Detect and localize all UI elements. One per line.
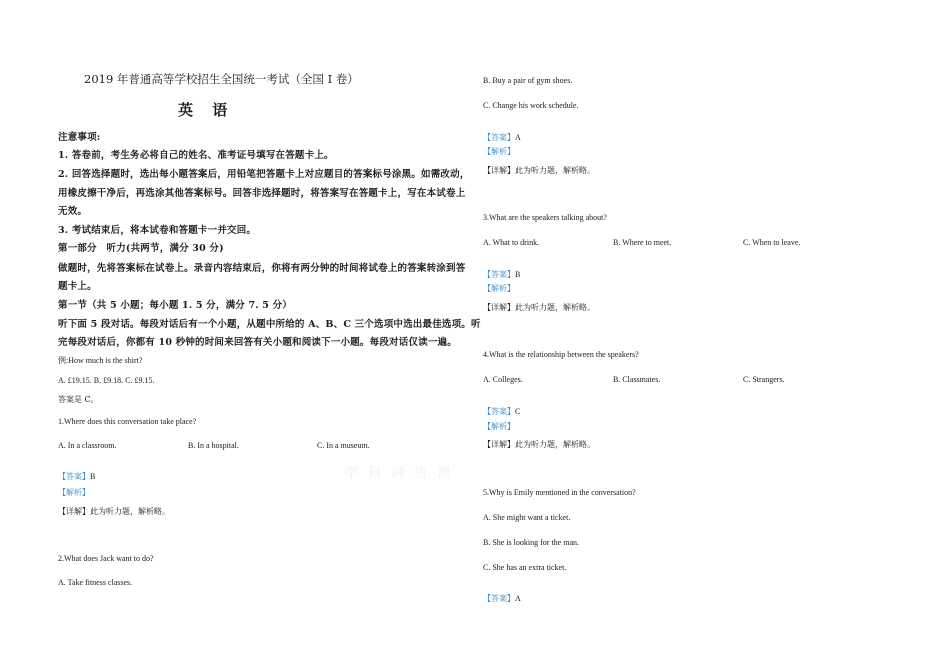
answer-line (483, 588, 521, 604)
example-question: 例:How much is the shirt? (58, 356, 143, 365)
answer-line (483, 127, 521, 143)
answer-line (483, 264, 520, 280)
answer-value: B (90, 472, 96, 481)
notes-line: 2. 回答选择题时，选出每小题答案后，用铅笔把答题卡上对应题目的答案标号涂黑。如需改动， (58, 169, 470, 180)
notes-line: 1. 答卷前，考生务必将自己的姓名、准考证号填写在答题卡上。 (58, 150, 334, 161)
section-line: 听下面 5 段对话。每段对话后有一个小题，从题中所给的 A、B、C 三个选项中选出最佳选项。听 (58, 319, 481, 330)
answer-tag: 【答案】 (483, 133, 515, 142)
question-stem: 1.Where does this conversation take place? (58, 417, 197, 426)
option-a: A. What to drink. (483, 238, 540, 247)
option-b: B. Where to meet. (613, 238, 672, 247)
answer-value: A (515, 133, 521, 142)
answer-value: C (515, 407, 521, 416)
analysis-tag: 【解析】 (483, 284, 515, 293)
example-options: A. £19.15. B. £9.18. C. £9.15. (58, 376, 155, 385)
option-a: A. In a classroom. (58, 441, 117, 450)
example-answer: 答案是 C。 (58, 395, 99, 404)
answer-value: A (515, 594, 521, 603)
answer-tag: 【答案】 (483, 270, 515, 279)
question-stem: 3.What are the speakers talking about? (483, 213, 607, 222)
section-heading: 第一节（共 5 小题；每小题 1. 5 分，满分 7. 5 分） (58, 300, 293, 311)
exam-title: 2019 年普通高等学校招生全国统一考试（全国 I 卷） (84, 72, 359, 86)
part-intro-line: 做题时，先将答案标在试卷上。录音内容结束后，你将有两分钟的时间将试卷上的答案转涂到答 (58, 263, 466, 274)
option-c: C. Change his work schedule. (483, 101, 579, 110)
detail-text: 【详解】此为听力题，解析略。 (58, 507, 170, 516)
analysis-tag: 【解析】 (483, 422, 515, 431)
question-stem: 4.What is the relationship between the speakers? (483, 350, 639, 359)
section-line: 完每段对话后，你都有 10 秒钟的时间来回答有关小题和阅读下一小题。每段对话仅读一遍。 (58, 337, 457, 348)
part-intro-line: 题卡上。 (58, 281, 97, 292)
option-c: C. When to leave. (743, 238, 801, 247)
option-c: C. Strangers. (743, 375, 785, 384)
notes-line: 3. 考试结束后，将本试卷和答题卡一并交回。 (58, 225, 257, 236)
option-b: B. Classmates. (613, 375, 661, 384)
option-b: B. Buy a pair of gym shoes. (483, 76, 573, 85)
option-a: A. Take fitness classes. (58, 578, 133, 587)
answer-tag: 【答案】 (483, 407, 515, 416)
question-stem: 5.Why is Emily mentioned in the conversation? (483, 488, 636, 497)
option-c: C. She has an extra ticket. (483, 563, 567, 572)
notes-line: 用橡皮擦干净后，再选涂其他答案标号。回答非选择题时，将答案写在答题卡上，写在本试卷上 (58, 188, 466, 199)
part-heading: 第一部分 听力(共两节，满分 30 分) (58, 243, 224, 254)
subject-title: 英 语 (178, 101, 235, 119)
answer-line (58, 466, 95, 482)
detail-text: 【详解】此为听力题，解析略。 (483, 440, 595, 449)
notes-heading: 注意事项: (58, 132, 101, 143)
notes-line: 无效。 (58, 206, 88, 217)
analysis-tag: 【解析】 (58, 488, 90, 497)
option-b: B. In a hospital. (188, 441, 239, 450)
option-a: A. She might want a ticket. (483, 513, 571, 522)
answer-line (483, 401, 520, 417)
answer-tag: 【答案】 (483, 594, 515, 603)
answer-tag: 【答案】 (58, 472, 90, 481)
option-b: B. She is looking for the man. (483, 538, 579, 547)
detail-text: 【详解】此为听力题，解析略。 (483, 166, 595, 175)
watermark: 学 科 网 资 源 (345, 466, 454, 481)
option-c: C. In a museum. (317, 441, 370, 450)
analysis-tag: 【解析】 (483, 147, 515, 156)
question-stem: 2.What does Jack want to do? (58, 554, 154, 563)
detail-text: 【详解】此为听力题，解析略。 (483, 303, 595, 312)
option-a: A. Colleges. (483, 375, 523, 384)
answer-value: B (515, 270, 521, 279)
